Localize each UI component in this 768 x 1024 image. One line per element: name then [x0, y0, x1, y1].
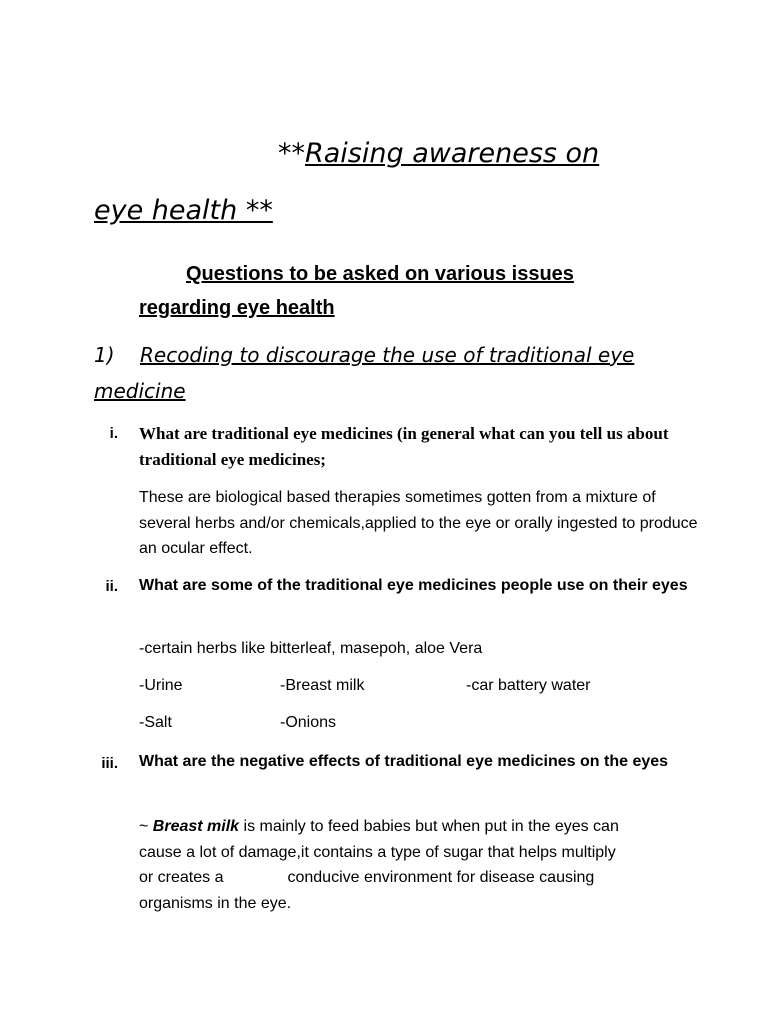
subheading-line-2: regarding eye health	[139, 297, 335, 319]
answer-text: These are biological based therapies sometimes gotten from a mixture of several herbs and/or chemicals,applied to the eye or orally ingested to produce an ocular effect.	[139, 489, 698, 557]
item-numeral: ii.	[105, 578, 118, 595]
title-prefix: **	[278, 138, 305, 169]
list-item: -Breast milk	[280, 677, 365, 694]
item-numeral: i.	[109, 425, 118, 442]
answer-emphasis: Breast milk	[152, 818, 240, 835]
answer-line-3a: or creates a	[139, 869, 224, 886]
section-title-line-1: Recoding to discourage the use of traditional eye	[140, 343, 635, 367]
title-line-2: eye health **	[94, 195, 273, 226]
list-item: -Onions	[280, 714, 337, 731]
title-text-1: Raising awareness on	[305, 138, 600, 169]
item-numeral: iii.	[101, 755, 118, 772]
answer-line	[139, 865, 699, 891]
list-item: -Urine	[139, 677, 183, 694]
answer-line-2: cause a lot of damage,it contains a type of sugar that helps multiply	[139, 843, 616, 861]
answer-line-1: is mainly to feed babies but when put in the eyes can	[239, 818, 619, 835]
answer-line-3b: conducive environment for disease causing	[287, 869, 595, 886]
section-title-line-2: medicine	[94, 379, 186, 403]
list-item: -Salt	[139, 714, 172, 731]
question-text: What are some of the traditional eye medicines people use on their eyes	[139, 577, 688, 594]
answer-line	[139, 814, 699, 840]
title-line-1	[278, 138, 599, 169]
answer-line-4: organisms in the eye.	[139, 894, 292, 912]
section-number: 1)	[94, 343, 115, 367]
subheading-line-1: Questions to be asked on various issues	[186, 263, 574, 285]
answer-text: -certain herbs like bitterleaf, masepoh, aloe Vera	[139, 640, 483, 657]
answer-text	[139, 814, 699, 916]
question-text: What are the negative effects of traditional eye medicines on the eyes	[139, 753, 669, 770]
list-item: -car battery water	[466, 677, 591, 694]
answer-prefix: ~	[139, 818, 153, 835]
question-text: What are traditional eye medicines (in general what can you tell us about traditional eye medicines;	[139, 424, 669, 469]
